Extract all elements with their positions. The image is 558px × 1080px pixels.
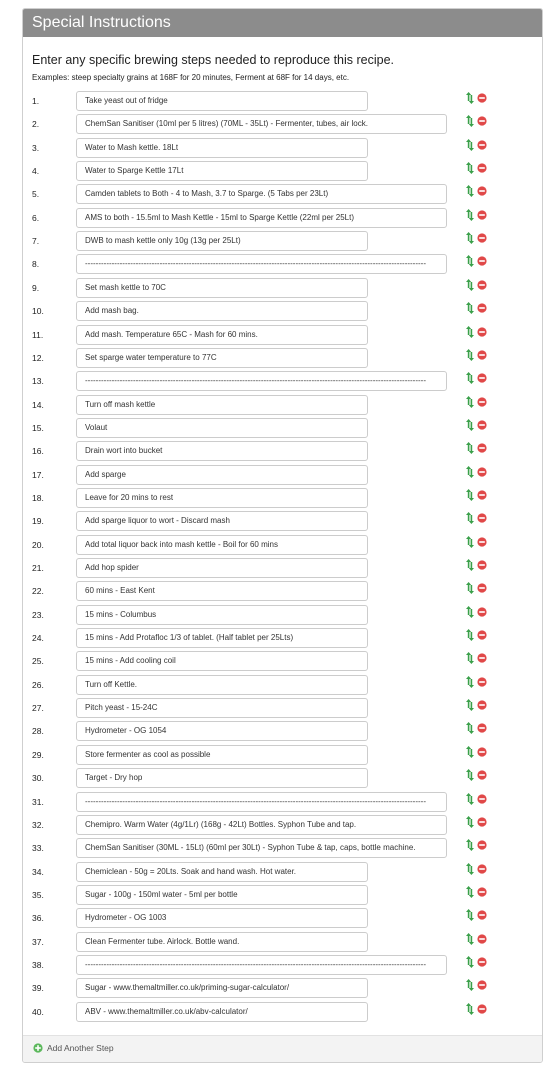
step-row bbox=[23, 159, 542, 182]
remove-icon[interactable] bbox=[477, 840, 487, 850]
step-number: 24. bbox=[32, 633, 44, 644]
move-arrows-icon[interactable] bbox=[466, 746, 474, 758]
step-row bbox=[23, 930, 542, 953]
step-number: 21. bbox=[32, 563, 44, 573]
step-row bbox=[23, 486, 542, 509]
step-number: 25. bbox=[32, 656, 44, 667]
step-input[interactable]: Sugar - 100g - 150ml water - 5ml per bottle bbox=[76, 885, 368, 905]
remove-icon[interactable] bbox=[477, 163, 487, 173]
remove-icon[interactable] bbox=[477, 490, 487, 500]
move-arrows-icon[interactable] bbox=[466, 209, 474, 221]
remove-icon[interactable] bbox=[477, 537, 487, 547]
remove-icon[interactable] bbox=[477, 560, 487, 570]
remove-icon[interactable] bbox=[477, 630, 487, 640]
step-number: 15. bbox=[32, 422, 44, 433]
move-arrows-icon[interactable] bbox=[466, 512, 474, 524]
step-input[interactable]: Pitch yeast - 15-24C bbox=[76, 698, 368, 718]
step-input[interactable]: -------------------------------------------------------------------------------------------------------------------------------- bbox=[76, 371, 447, 391]
move-arrows-icon[interactable] bbox=[466, 863, 474, 875]
remove-icon[interactable] bbox=[477, 957, 487, 967]
step-input[interactable]: Turn off Kettle. bbox=[76, 675, 368, 695]
step-number: 14. bbox=[32, 399, 44, 410]
step-input[interactable]: Add mash. Temperature 65C - Mash for 60 mins. bbox=[76, 325, 368, 345]
step-number: 9. bbox=[32, 282, 40, 293]
move-arrows-icon[interactable] bbox=[466, 349, 474, 361]
remove-icon[interactable] bbox=[477, 794, 487, 804]
special-instructions-panel bbox=[22, 8, 543, 1063]
remove-icon[interactable] bbox=[477, 443, 487, 453]
step-input[interactable]: Set mash kettle to 70C bbox=[76, 278, 368, 298]
remove-icon[interactable] bbox=[477, 93, 487, 103]
step-number: 39. bbox=[32, 983, 44, 994]
step-number: 17. bbox=[32, 469, 44, 480]
intro-text: Enter any specific brewing steps needed to reproduce this recipe. bbox=[32, 53, 395, 67]
move-arrows-icon[interactable] bbox=[466, 419, 474, 431]
move-arrows-icon[interactable] bbox=[466, 255, 474, 267]
remove-icon[interactable] bbox=[477, 910, 487, 920]
remove-icon[interactable] bbox=[477, 467, 487, 477]
step-number: 13. bbox=[32, 376, 44, 387]
step-row bbox=[23, 743, 542, 766]
move-arrows-icon[interactable] bbox=[466, 979, 474, 991]
step-input[interactable]: ChemSan Sanitiser (10ml per 5 litres) (70ML - 35Lt) - Fermenter, tubes, air lock. bbox=[76, 114, 447, 134]
step-number: 37. bbox=[32, 936, 44, 947]
step-input[interactable]: Chemipro. Warm Water (4g/1Lr) (168g - 42Lt) Bottles. Syphon Tube and tap. bbox=[76, 815, 447, 835]
step-row bbox=[23, 673, 542, 696]
move-arrows-icon[interactable] bbox=[466, 606, 474, 618]
step-number: 2. bbox=[32, 119, 40, 130]
step-row bbox=[23, 276, 542, 299]
step-input[interactable]: Add total liquor back into mash kettle - Boil for 60 mins bbox=[76, 535, 368, 555]
remove-icon[interactable] bbox=[477, 373, 487, 383]
remove-icon[interactable] bbox=[477, 513, 487, 523]
step-number: 7. bbox=[32, 236, 40, 247]
step-input[interactable]: Drain wort into bucket bbox=[76, 441, 368, 461]
remove-icon[interactable] bbox=[477, 256, 487, 266]
step-row bbox=[23, 813, 542, 836]
step-row bbox=[23, 556, 542, 579]
step-input[interactable]: Leave for 20 mins to rest bbox=[76, 488, 368, 508]
step-number: 27. bbox=[32, 703, 44, 714]
step-number: 19. bbox=[32, 516, 44, 527]
move-arrows-icon[interactable] bbox=[466, 933, 474, 945]
move-arrows-icon[interactable] bbox=[466, 699, 474, 711]
remove-icon[interactable] bbox=[477, 303, 487, 313]
examples-text: Examples: steep specialty grains at 168F for 20 minutes, Ferment at 68F for 14 days, etc. bbox=[32, 73, 350, 82]
step-input[interactable]: Take yeast out of fridge bbox=[76, 91, 368, 111]
step-number: 10. bbox=[32, 306, 44, 317]
step-input[interactable]: Add sparge bbox=[76, 465, 368, 485]
remove-icon[interactable] bbox=[477, 607, 487, 617]
move-arrows-icon[interactable] bbox=[466, 302, 474, 314]
step-row bbox=[23, 860, 542, 883]
step-number: 34. bbox=[32, 866, 44, 877]
step-number: 5. bbox=[32, 189, 40, 200]
move-arrows-icon[interactable] bbox=[466, 489, 474, 501]
step-input[interactable]: Chemiclean - 50g = 20Lts. Soak and hand wash. Hot water. bbox=[76, 862, 368, 882]
step-input[interactable]: -------------------------------------------------------------------------------------------------------------------------------- bbox=[76, 254, 447, 274]
step-row bbox=[23, 766, 542, 789]
remove-icon[interactable] bbox=[477, 653, 487, 663]
add-icon bbox=[33, 1043, 43, 1053]
step-number: 32. bbox=[32, 819, 44, 830]
step-input[interactable]: Hydrometer - OG 1054 bbox=[76, 721, 368, 741]
remove-icon[interactable] bbox=[477, 186, 487, 196]
remove-icon[interactable] bbox=[477, 747, 487, 757]
step-row bbox=[23, 416, 542, 439]
remove-icon[interactable] bbox=[477, 723, 487, 733]
step-row bbox=[23, 369, 542, 392]
move-arrows-icon[interactable] bbox=[466, 326, 474, 338]
step-number: 18. bbox=[32, 492, 44, 503]
step-input[interactable]: -------------------------------------------------------------------------------------------------------------------------------- bbox=[76, 955, 447, 975]
step-number: 8. bbox=[32, 259, 40, 270]
step-number: 29. bbox=[32, 749, 44, 760]
step-input[interactable]: ABV - www.themaltmiller.co.uk/abv-calculator/ bbox=[76, 1002, 368, 1022]
remove-icon[interactable] bbox=[477, 934, 487, 944]
panel-footer bbox=[23, 1035, 542, 1062]
step-input[interactable]: Add sparge liquor to wort - Discard mash bbox=[76, 511, 368, 531]
step-row bbox=[23, 206, 542, 229]
move-arrows-icon[interactable] bbox=[466, 396, 474, 408]
step-input[interactable]: AMS to both - 15.5ml to Mash Kettle - 15ml to Sparge Kettle (22ml per 25Lt) bbox=[76, 208, 447, 228]
remove-icon[interactable] bbox=[477, 700, 487, 710]
step-row bbox=[23, 299, 542, 322]
step-number: 6. bbox=[32, 212, 40, 223]
step-row bbox=[23, 182, 542, 205]
move-arrows-icon[interactable] bbox=[466, 722, 474, 734]
step-row bbox=[23, 883, 542, 906]
step-input[interactable]: Target - Dry hop bbox=[76, 768, 368, 788]
step-number: 36. bbox=[32, 913, 44, 924]
move-arrows-icon[interactable] bbox=[466, 629, 474, 641]
move-arrows-icon[interactable] bbox=[466, 1003, 474, 1015]
move-arrows-icon[interactable] bbox=[466, 466, 474, 478]
step-row bbox=[23, 463, 542, 486]
move-arrows-icon[interactable] bbox=[466, 536, 474, 548]
move-arrows-icon[interactable] bbox=[466, 582, 474, 594]
move-arrows-icon[interactable] bbox=[466, 162, 474, 174]
step-row bbox=[23, 393, 542, 416]
remove-icon[interactable] bbox=[477, 420, 487, 430]
move-arrows-icon[interactable] bbox=[466, 652, 474, 664]
step-row bbox=[23, 346, 542, 369]
step-row bbox=[23, 509, 542, 532]
remove-icon[interactable] bbox=[477, 140, 487, 150]
move-arrows-icon[interactable] bbox=[466, 559, 474, 571]
step-input[interactable]: Water to Mash kettle. 18Lt bbox=[76, 138, 368, 158]
step-row bbox=[23, 836, 542, 859]
step-input[interactable]: Clean Fermenter tube. Airlock. Bottle wand. bbox=[76, 932, 368, 952]
remove-icon[interactable] bbox=[477, 864, 487, 874]
step-input[interactable]: Camden tablets to Both - 4 to Mash, 3.7 to Sparge. (5 Tabs per 23Lt) bbox=[76, 184, 447, 204]
remove-icon[interactable] bbox=[477, 887, 487, 897]
remove-icon[interactable] bbox=[477, 210, 487, 220]
step-number: 11. bbox=[32, 329, 44, 340]
step-row bbox=[23, 719, 542, 742]
remove-icon[interactable] bbox=[477, 1004, 487, 1014]
remove-icon[interactable] bbox=[477, 397, 487, 407]
panel-title: Special Instructions bbox=[23, 9, 542, 37]
add-another-step-button[interactable] bbox=[33, 1043, 114, 1053]
step-input[interactable]: Turn off mash kettle bbox=[76, 395, 368, 415]
step-input[interactable]: Sugar - www.themaltmiller.co.uk/priming-sugar-calculator/ bbox=[76, 978, 368, 998]
step-row bbox=[23, 579, 542, 602]
step-row bbox=[23, 323, 542, 346]
step-number: 31. bbox=[32, 796, 44, 807]
remove-icon[interactable] bbox=[477, 327, 487, 337]
step-row bbox=[23, 112, 542, 135]
step-input[interactable]: 60 mins - East Kent bbox=[76, 581, 368, 601]
move-arrows-icon[interactable] bbox=[466, 279, 474, 291]
step-number: 16. bbox=[32, 446, 44, 457]
move-arrows-icon[interactable] bbox=[466, 909, 474, 921]
add-another-step-label: Add Another Step bbox=[47, 1043, 114, 1053]
step-row bbox=[23, 603, 542, 626]
step-input[interactable]: Water to Sparge Kettle 17Lt bbox=[76, 161, 368, 181]
step-input[interactable]: 15 mins - Add Protafloc 1/3 of tablet. (Half tablet per 25Lts) bbox=[76, 628, 368, 648]
step-input[interactable]: Add hop spider bbox=[76, 558, 368, 578]
step-row bbox=[23, 252, 542, 275]
step-row bbox=[23, 906, 542, 929]
step-number: 33. bbox=[32, 843, 44, 854]
step-row bbox=[23, 696, 542, 719]
move-arrows-icon[interactable] bbox=[466, 956, 474, 968]
remove-icon[interactable] bbox=[477, 116, 487, 126]
step-number: 22. bbox=[32, 586, 44, 597]
step-input[interactable]: Volaut bbox=[76, 418, 368, 438]
step-input[interactable]: Store fermenter as cool as possible bbox=[76, 745, 368, 765]
move-arrows-icon[interactable] bbox=[466, 769, 474, 781]
step-number: 35. bbox=[32, 889, 44, 900]
step-row bbox=[23, 89, 542, 112]
step-input[interactable]: Set sparge water temperature to 77C bbox=[76, 348, 368, 368]
move-arrows-icon[interactable] bbox=[466, 92, 474, 104]
remove-icon[interactable] bbox=[477, 770, 487, 780]
step-number: 38. bbox=[32, 959, 44, 970]
move-arrows-icon[interactable] bbox=[466, 442, 474, 454]
step-row bbox=[23, 1000, 542, 1023]
move-arrows-icon[interactable] bbox=[466, 839, 474, 851]
step-number: 26. bbox=[32, 679, 44, 690]
step-number: 23. bbox=[32, 609, 44, 620]
step-row bbox=[23, 649, 542, 672]
remove-icon[interactable] bbox=[477, 677, 487, 687]
remove-icon[interactable] bbox=[477, 980, 487, 990]
remove-icon[interactable] bbox=[477, 280, 487, 290]
step-row bbox=[23, 533, 542, 556]
step-row bbox=[23, 953, 542, 976]
move-arrows-icon[interactable] bbox=[466, 372, 474, 384]
step-input[interactable]: 15 mins - Columbus bbox=[76, 605, 368, 625]
step-row bbox=[23, 976, 542, 999]
step-number: 4. bbox=[32, 166, 40, 177]
move-arrows-icon[interactable] bbox=[466, 139, 474, 151]
step-input[interactable]: DWB to mash kettle only 10g (13g per 25Lt) bbox=[76, 231, 368, 251]
step-number: 12. bbox=[32, 352, 44, 363]
remove-icon[interactable] bbox=[477, 233, 487, 243]
remove-icon[interactable] bbox=[477, 817, 487, 827]
step-number: 28. bbox=[32, 726, 44, 737]
step-input[interactable]: ChemSan Sanitiser (30ML - 15Lt) (60ml per 30Lt) - Syphon Tube & tap, caps, bottle machine. bbox=[76, 838, 447, 858]
step-row bbox=[23, 439, 542, 462]
step-input[interactable]: Add mash bag. bbox=[76, 301, 368, 321]
step-number: 20. bbox=[32, 539, 44, 550]
step-input[interactable]: 15 mins - Add cooling coil bbox=[76, 651, 368, 671]
move-arrows-icon[interactable] bbox=[466, 232, 474, 244]
step-input[interactable]: Hydrometer - OG 1003 bbox=[76, 908, 368, 928]
step-row bbox=[23, 626, 542, 649]
step-row bbox=[23, 136, 542, 159]
move-arrows-icon[interactable] bbox=[466, 816, 474, 828]
move-arrows-icon[interactable] bbox=[466, 676, 474, 688]
step-number: 1. bbox=[32, 96, 40, 106]
step-row bbox=[23, 790, 542, 813]
step-number: 3. bbox=[32, 142, 40, 153]
step-input[interactable]: -------------------------------------------------------------------------------------------------------------------------------- bbox=[76, 792, 447, 812]
move-arrows-icon[interactable] bbox=[466, 185, 474, 197]
step-number: 30. bbox=[32, 773, 44, 784]
step-number: 40. bbox=[32, 1006, 44, 1017]
move-arrows-icon[interactable] bbox=[466, 886, 474, 898]
move-arrows-icon[interactable] bbox=[466, 793, 474, 805]
move-arrows-icon[interactable] bbox=[466, 115, 474, 127]
remove-icon[interactable] bbox=[477, 350, 487, 360]
remove-icon[interactable] bbox=[477, 583, 487, 593]
step-row bbox=[23, 229, 542, 252]
